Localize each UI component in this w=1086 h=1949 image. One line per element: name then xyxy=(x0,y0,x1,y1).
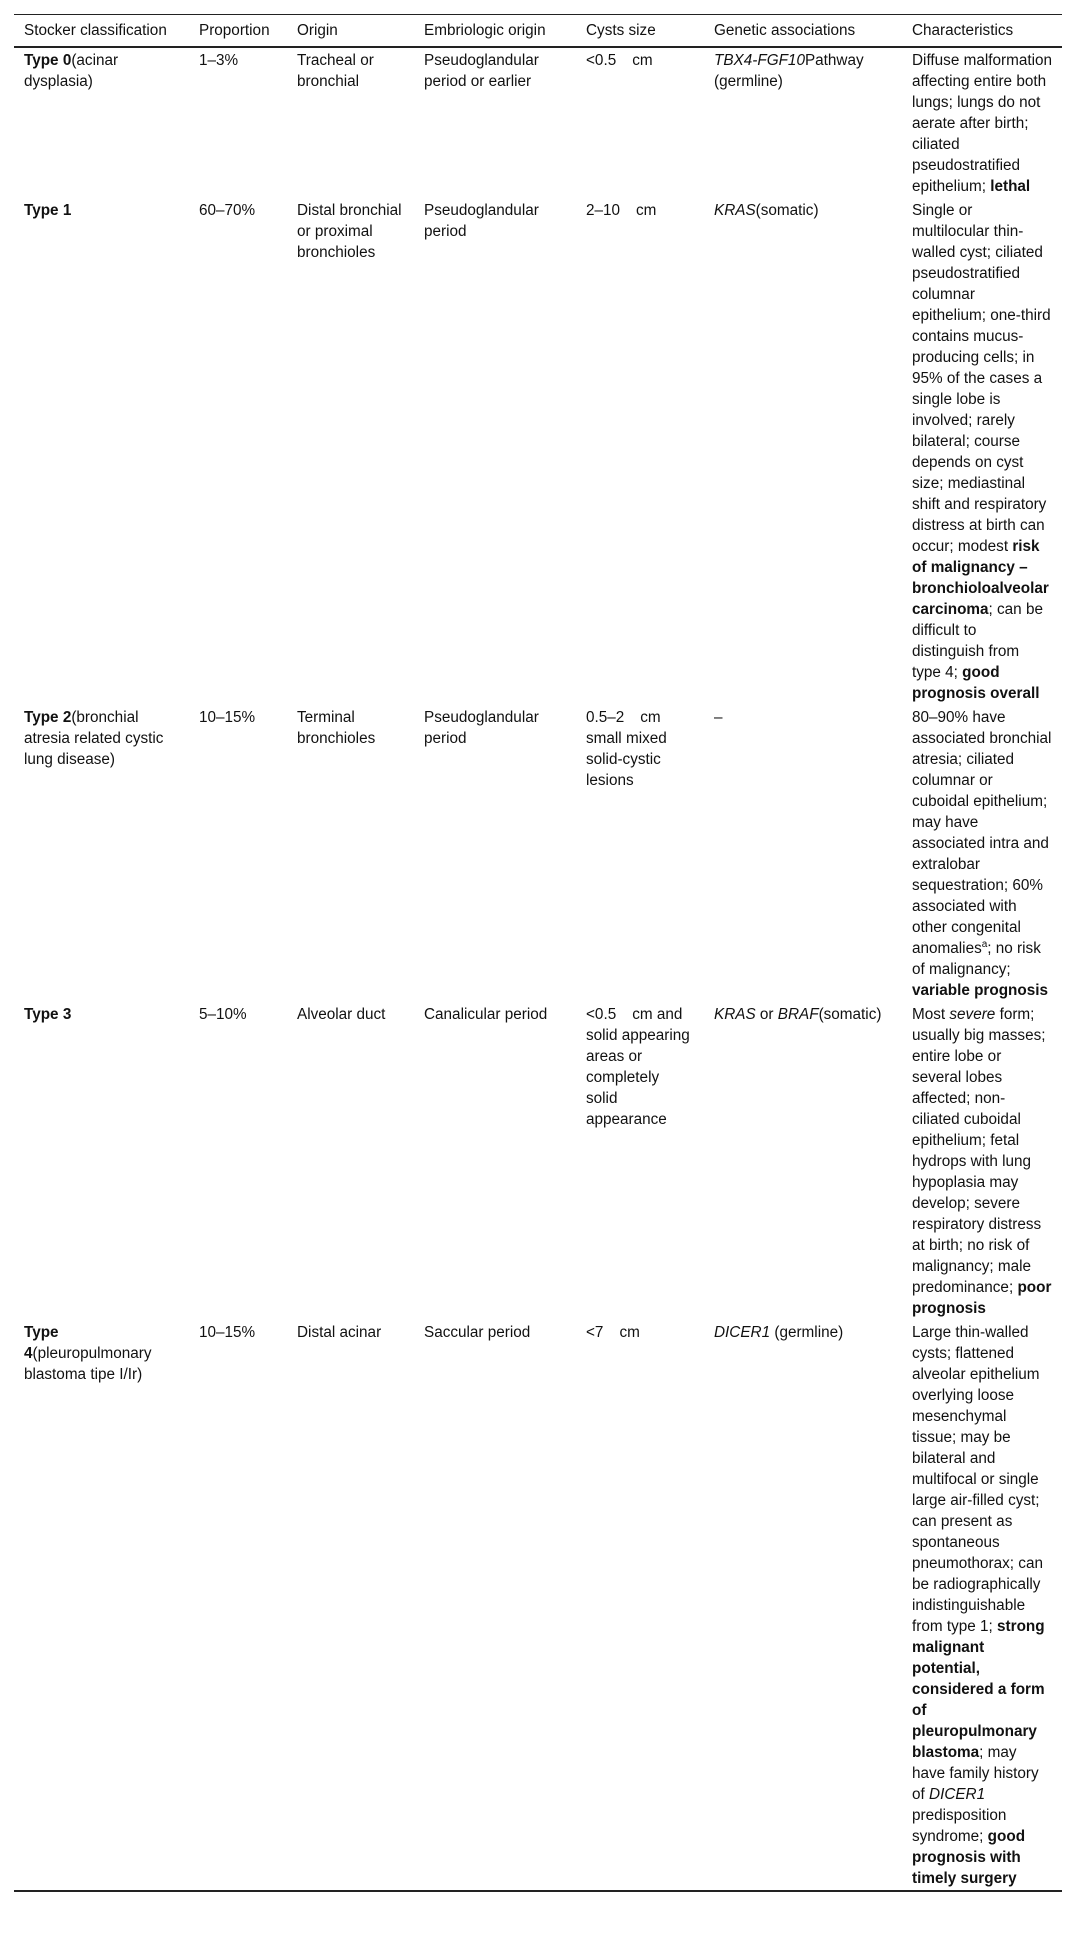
gene-detail: (somatic) xyxy=(755,202,819,219)
cell-genetic-associations xyxy=(704,47,902,198)
cell-characteristics xyxy=(902,198,1062,705)
stocker-classification-table xyxy=(14,14,1062,1892)
cell-classification xyxy=(14,1002,189,1320)
header-proportion: Proportion xyxy=(199,22,270,39)
type-label: Type 4 xyxy=(24,1324,59,1362)
header-characteristics: Characteristics xyxy=(912,22,1014,39)
prognosis-label: good prognosis overall xyxy=(912,664,1040,702)
cell-embriologic-origin: Canalicular period xyxy=(424,1006,548,1023)
cell-cysts-size xyxy=(576,1002,704,1320)
cell-characteristics xyxy=(902,1002,1062,1320)
cell-origin: Tracheal or bronchial xyxy=(297,52,374,90)
gene-detail: (germline) xyxy=(770,1324,844,1341)
size-unit: cm xyxy=(619,1324,640,1341)
size-value: 2–10 xyxy=(586,202,621,219)
severity-term: severe xyxy=(949,1006,996,1023)
characteristics-text-end: predisposition syndrome; xyxy=(912,1807,1007,1845)
cell-cysts-size xyxy=(576,705,704,1002)
type-label: Type 2 xyxy=(24,709,72,726)
malignancy-risk: risk of malignancy – bronchioloalveolar carcinoma xyxy=(912,538,1049,618)
type-label: Type 0 xyxy=(24,52,72,69)
footnote-marker: a xyxy=(981,938,988,950)
cell-origin: Terminal bronchioles xyxy=(297,709,376,747)
table-row-type-3 xyxy=(14,1002,1062,1320)
cell-characteristics xyxy=(902,47,1062,198)
prognosis-label: lethal xyxy=(990,178,1031,195)
header-origin: Origin xyxy=(297,22,338,39)
characteristics-text: Large thin-walled cysts; flattened alveolar epithelium overlying loose mesenchymal tissue; may be bilateral and multifocal or single large air-filled cyst; can present as spontaneous pneumothorax; can be radiographically indistinguishable from type 1; xyxy=(912,1324,1043,1635)
cell-embriologic-origin: Pseudoglandular period xyxy=(424,709,539,747)
cell-cysts-size xyxy=(576,47,704,198)
cell-genetic-associations: – xyxy=(714,709,723,726)
cell-classification xyxy=(14,705,189,1002)
cell-classification xyxy=(14,198,189,705)
header-cysts-size: Cysts size xyxy=(586,22,656,39)
table-row-type-0 xyxy=(14,47,1062,198)
size-unit: cm xyxy=(632,1006,653,1023)
size-description: and solid appearing areas or completely solid appearance xyxy=(586,1006,690,1128)
cell-genetic-associations xyxy=(704,1002,902,1320)
size-value: <0.5 xyxy=(586,1006,617,1023)
gene-name: KRAS xyxy=(714,202,756,219)
malignancy-risk: strong malignant potential, considered a form of pleuropulmonary blastoma xyxy=(912,1618,1045,1761)
gene-name: KRAS xyxy=(714,1006,756,1023)
table-row-type-4 xyxy=(14,1320,1062,1891)
type-label: Type 1 xyxy=(24,202,72,219)
characteristics-text: Single or multilocular thin-walled cyst; ciliated pseudostratified columnar epithelium; one-third contains mucus-producing cells; in 95% of the cases a single lobe is involved; rarely bilateral; course depends on cyst size; mediastinal shift and respiratory distress at birth can occur; modest xyxy=(912,202,1051,555)
header-row xyxy=(14,15,1062,48)
cell-genetic-associations xyxy=(704,198,902,705)
cell-characteristics xyxy=(902,705,1062,1002)
type-description: (pleuropulmonary blastoma tipe I/Ir) xyxy=(24,1345,152,1383)
characteristics-text-cont: form; usually big masses; entire lobe or several lobes affected; non-ciliated cuboidal epithelium; fetal hydrops with lung hypoplasia may develop; severe respiratory distress at birth; no risk of malignancy; male predominance; xyxy=(912,1006,1046,1296)
size-unit: cm xyxy=(640,709,661,726)
cell-proportion: 1–3% xyxy=(199,52,239,69)
cell-classification xyxy=(14,47,189,198)
cell-origin: Distal acinar xyxy=(297,1324,382,1341)
gene-detail: (somatic) xyxy=(818,1006,882,1023)
cell-proportion: 10–15% xyxy=(199,709,256,726)
table-row-type-2 xyxy=(14,705,1062,1002)
size-unit: cm xyxy=(632,52,653,69)
gene-name: TBX4-FGF10 xyxy=(714,52,805,69)
prognosis-label: poor prognosis xyxy=(912,1279,1052,1317)
cell-classification xyxy=(14,1320,189,1891)
header-embriologic-origin: Embriologic origin xyxy=(424,22,546,39)
table-header xyxy=(14,15,1062,48)
cell-characteristics xyxy=(902,1320,1062,1891)
prognosis-label: variable prognosis xyxy=(912,982,1049,999)
type-description: (bronchial atresia related cystic lung disease) xyxy=(24,709,164,768)
characteristics-text-cont: ; may have family history of xyxy=(912,1744,1039,1803)
characteristics-text: Most xyxy=(912,1006,950,1023)
table-row-type-1 xyxy=(14,198,1062,705)
cell-cysts-size xyxy=(576,1320,704,1891)
cell-embriologic-origin: Pseudoglandular period xyxy=(424,202,539,240)
gene-name: DICER1 xyxy=(714,1324,771,1341)
cell-proportion: 10–15% xyxy=(199,1324,256,1341)
cell-proportion: 5–10% xyxy=(199,1006,247,1023)
header-genetic-associations: Genetic associations xyxy=(714,22,856,39)
characteristics-text: 80–90% have associated bronchial atresia; ciliated columnar or cuboidal epithelium; may have associated intra and extralobar sequestration; 60% associated with other congenital anomalies xyxy=(912,709,1052,957)
cell-embriologic-origin: Saccular period xyxy=(424,1324,531,1341)
size-description: small mixed solid-cystic lesions xyxy=(586,730,667,789)
size-value: 0.5–2 xyxy=(586,709,625,726)
gene-name-2: BRAF xyxy=(777,1006,819,1023)
characteristics-text-cont: ; can be difficult to distinguish from type 4; xyxy=(912,601,1043,681)
type-description: (acinar dysplasia) xyxy=(24,52,119,90)
cell-embriologic-origin: Pseudoglandular period or earlier xyxy=(424,52,539,90)
size-unit: cm xyxy=(636,202,657,219)
size-value: <0.5 xyxy=(586,52,617,69)
header-classification: Stocker classification xyxy=(24,22,167,39)
table-body xyxy=(14,47,1062,1891)
cell-cysts-size xyxy=(576,198,704,705)
cell-origin: Alveolar duct xyxy=(297,1006,386,1023)
characteristics-text-cont: ; no risk of malignancy; xyxy=(912,940,1041,978)
cell-proportion: 60–70% xyxy=(199,202,256,219)
gene-conjunction: or xyxy=(755,1006,778,1023)
gene-mention: DICER1 xyxy=(929,1786,986,1803)
cell-genetic-associations xyxy=(704,1320,902,1891)
size-value: <7 xyxy=(586,1324,604,1341)
type-label: Type 3 xyxy=(24,1006,72,1023)
gene-detail: Pathway (germline) xyxy=(714,52,864,90)
prognosis-label: good prognosis with timely surgery xyxy=(912,1828,1026,1887)
characteristics-text: Diffuse malformation affecting entire both lungs; lungs do not aerate after birth; ciliated pseudostratified epithelium; xyxy=(912,52,1052,195)
cell-origin: Distal bronchial or proximal bronchioles xyxy=(297,202,402,261)
